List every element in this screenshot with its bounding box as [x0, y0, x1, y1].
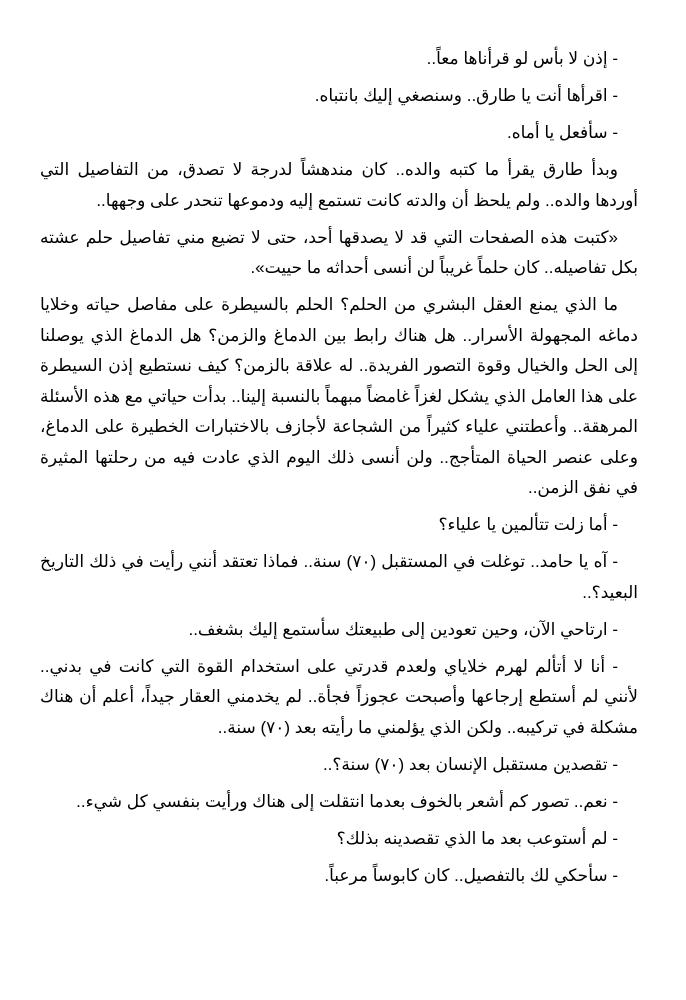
paragraph-11: - تقصدين مستقبل الإنسان بعد (٧٠) سنة؟.. — [322, 754, 618, 774]
paragraph-6: ما الذي يمنع العقل البشري من الحلم؟ الحلم بالسيطرة على مفاصل حياته وخلايا دماغه المجهولة الأسرار.. هل هناك رابط بين الدماغ والزمن؟ هل الدماغ الذي يوصلنا إلى الحل والخيال وقوة التصور الفريدة.. له علاقة بالزمن؟ كيف نستطيع إذن السيطرة على هذا العامل الذي يشكل لغزاً غامضاً مبهماً بالنسبة إلينا.. بدأت حياتي مع هذه الأسئلة المرهقة.. وأعطتني علياء كثيراً من الشجاعة لأجازف بالاختبارات الخطيرة على الدماغ، وعلى عنصر الحياة المتأجج.. ولن أنسى ذلك اليوم الذي عادت فيه من رحلتها المثيرة في نفق الزمن.. — [40, 295, 638, 497]
paragraph-4: وبدأ طارق يقرأ ما كتبه والده.. كان مندهشاً لدرجة لا تصدق، من التفاصيل التي أوردها والده.. ولم يلحظ أن والدته كانت تستمع إليه ودموعها تنحدر على وجهها.. — [40, 160, 638, 210]
paragraph-8: - آه يا حامد.. توغلت في المستقبل (٧٠) سنة.. فماذا تعتقد أنني رأيت في ذلك التاريخ البعيد؟.. — [40, 552, 638, 602]
paragraph-14: - سأحكي لك بالتفصيل.. كان كابوساً مرعباً. — [324, 865, 618, 885]
paragraph-3: - سأفعل يا أماه. — [506, 123, 618, 142]
document-page — [40, 44, 638, 898]
paragraph-13: - لم أستوعب بعد ما الذي تقصدينه بذلك؟ — [336, 828, 618, 848]
paragraph-2: - اقرأها أنت يا طارق.. وسنصغي إليك بانتباه. — [314, 86, 618, 105]
paragraph-12: - نعم.. تصور كم أشعر بالخوف بعدما انتقلت إلى هناك ورأيت بنفسي كل شيء.. — [76, 791, 618, 811]
paragraph-5: «كتبت هذه الصفحات التي قد لا يصدقها أحد، حتى لا تضيع مني تفاصيل حلم عشته بكل تفاصيله.. كان حلماً غريباً لن أنسى أحداثه ما حييت». — [40, 227, 638, 277]
paragraph-7: - أما زلت تتألمين يا علياء؟ — [438, 515, 618, 534]
paragraph-1: - إذن لا بأس لو قرأناها معاً.. — [426, 49, 618, 68]
paragraph-10: - أنا لا أتألم لهرم خلاياي ولعدم قدرتي على استخدام القوة التي كانت في بدني.. لأنني لم أستطع إرجاعها وأصبحت عجوزاً فجأة.. لم يخدمني العقار جيداً، أعلم أن هناك مشكلة في تركيبه.. ولكن الذي يؤلمني ما رأيته بعد (٧٠) سنة.. — [40, 656, 638, 737]
paragraph-9: - ارتاحي الآن، وحين تعودين إلى طبيعتك سأستمع إليك بشغف.. — [188, 619, 618, 639]
